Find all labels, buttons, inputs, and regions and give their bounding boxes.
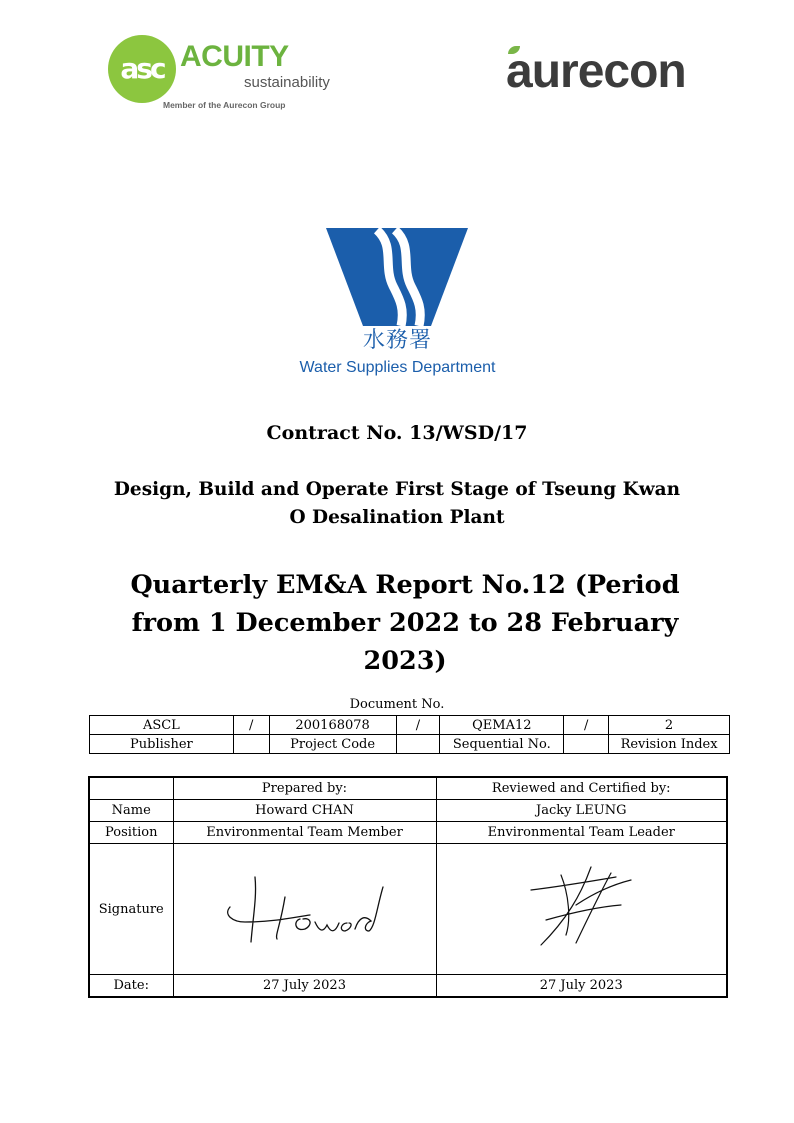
acuity-brand: ACUITY xyxy=(180,40,289,73)
document-number-label: Document No. xyxy=(349,697,445,712)
project-code-caption: Project Code xyxy=(269,735,396,754)
table-row xyxy=(89,777,727,800)
aurecon-logo xyxy=(506,46,726,102)
table-row xyxy=(89,844,727,975)
project-title: Design, Build and Operate First Stage of Tseung Kwan O Desalination Plant xyxy=(113,479,681,528)
revision-index-caption: Revision Index xyxy=(609,735,730,754)
aurecon-wordmark: aurecon xyxy=(506,45,686,98)
revision-index-value: 2 xyxy=(609,716,730,735)
separator: / xyxy=(233,716,269,735)
prepared-position: Environmental Team Member xyxy=(173,822,436,844)
signoff-table xyxy=(88,776,728,998)
project-code-value: 200168078 xyxy=(269,716,396,735)
prepared-name: Howard CHAN xyxy=(173,800,436,822)
prepared-date: 27 July 2023 xyxy=(173,975,436,998)
empty-cell xyxy=(89,777,173,800)
handwritten-signature-icon xyxy=(521,865,641,950)
publisher-caption: Publisher xyxy=(90,735,234,754)
wsd-logo xyxy=(285,226,510,381)
prepared-header: Prepared by: xyxy=(173,777,436,800)
sequential-no-value: QEMA12 xyxy=(440,716,564,735)
acuity-monogram: asc xyxy=(120,52,164,85)
reviewed-position: Environmental Team Leader xyxy=(436,822,727,844)
report-title: Quarterly EM&A Report No.12 (Period from 1 December 2022 to 28 February 2023) xyxy=(130,570,680,676)
acuity-sub: sustainability xyxy=(244,74,330,91)
table-row xyxy=(89,975,727,998)
separator: / xyxy=(396,716,440,735)
prepared-signature xyxy=(173,844,436,975)
publisher-value: ASCL xyxy=(90,716,234,735)
position-label: Position xyxy=(89,822,173,844)
date-label: Date: xyxy=(89,975,173,998)
sequential-no-caption: Sequential No. xyxy=(440,735,564,754)
name-label: Name xyxy=(89,800,173,822)
reviewed-date: 27 July 2023 xyxy=(436,975,727,998)
table-row xyxy=(89,800,727,822)
wsd-english-name: Water Supplies Department xyxy=(299,359,496,376)
empty-cell xyxy=(233,735,269,754)
table-row xyxy=(89,822,727,844)
signature-label: Signature xyxy=(89,844,173,975)
empty-cell xyxy=(396,735,440,754)
wsd-chinese-name: 水務署 xyxy=(362,328,432,353)
contract-number: Contract No. 13/WSD/17 xyxy=(266,422,528,444)
reviewed-signature xyxy=(436,844,727,975)
handwritten-signature-icon xyxy=(215,867,395,947)
acuity-tagline: Member of the Aurecon Group xyxy=(163,100,286,110)
reviewed-header: Reviewed and Certified by: xyxy=(436,777,727,800)
separator: / xyxy=(564,716,609,735)
table-row xyxy=(90,735,730,754)
reviewed-name: Jacky LEUNG xyxy=(436,800,727,822)
table-row xyxy=(90,716,730,735)
wsd-emblem-icon xyxy=(285,226,510,330)
empty-cell xyxy=(564,735,609,754)
acuity-logo xyxy=(108,33,330,115)
document-number-table xyxy=(89,715,730,754)
